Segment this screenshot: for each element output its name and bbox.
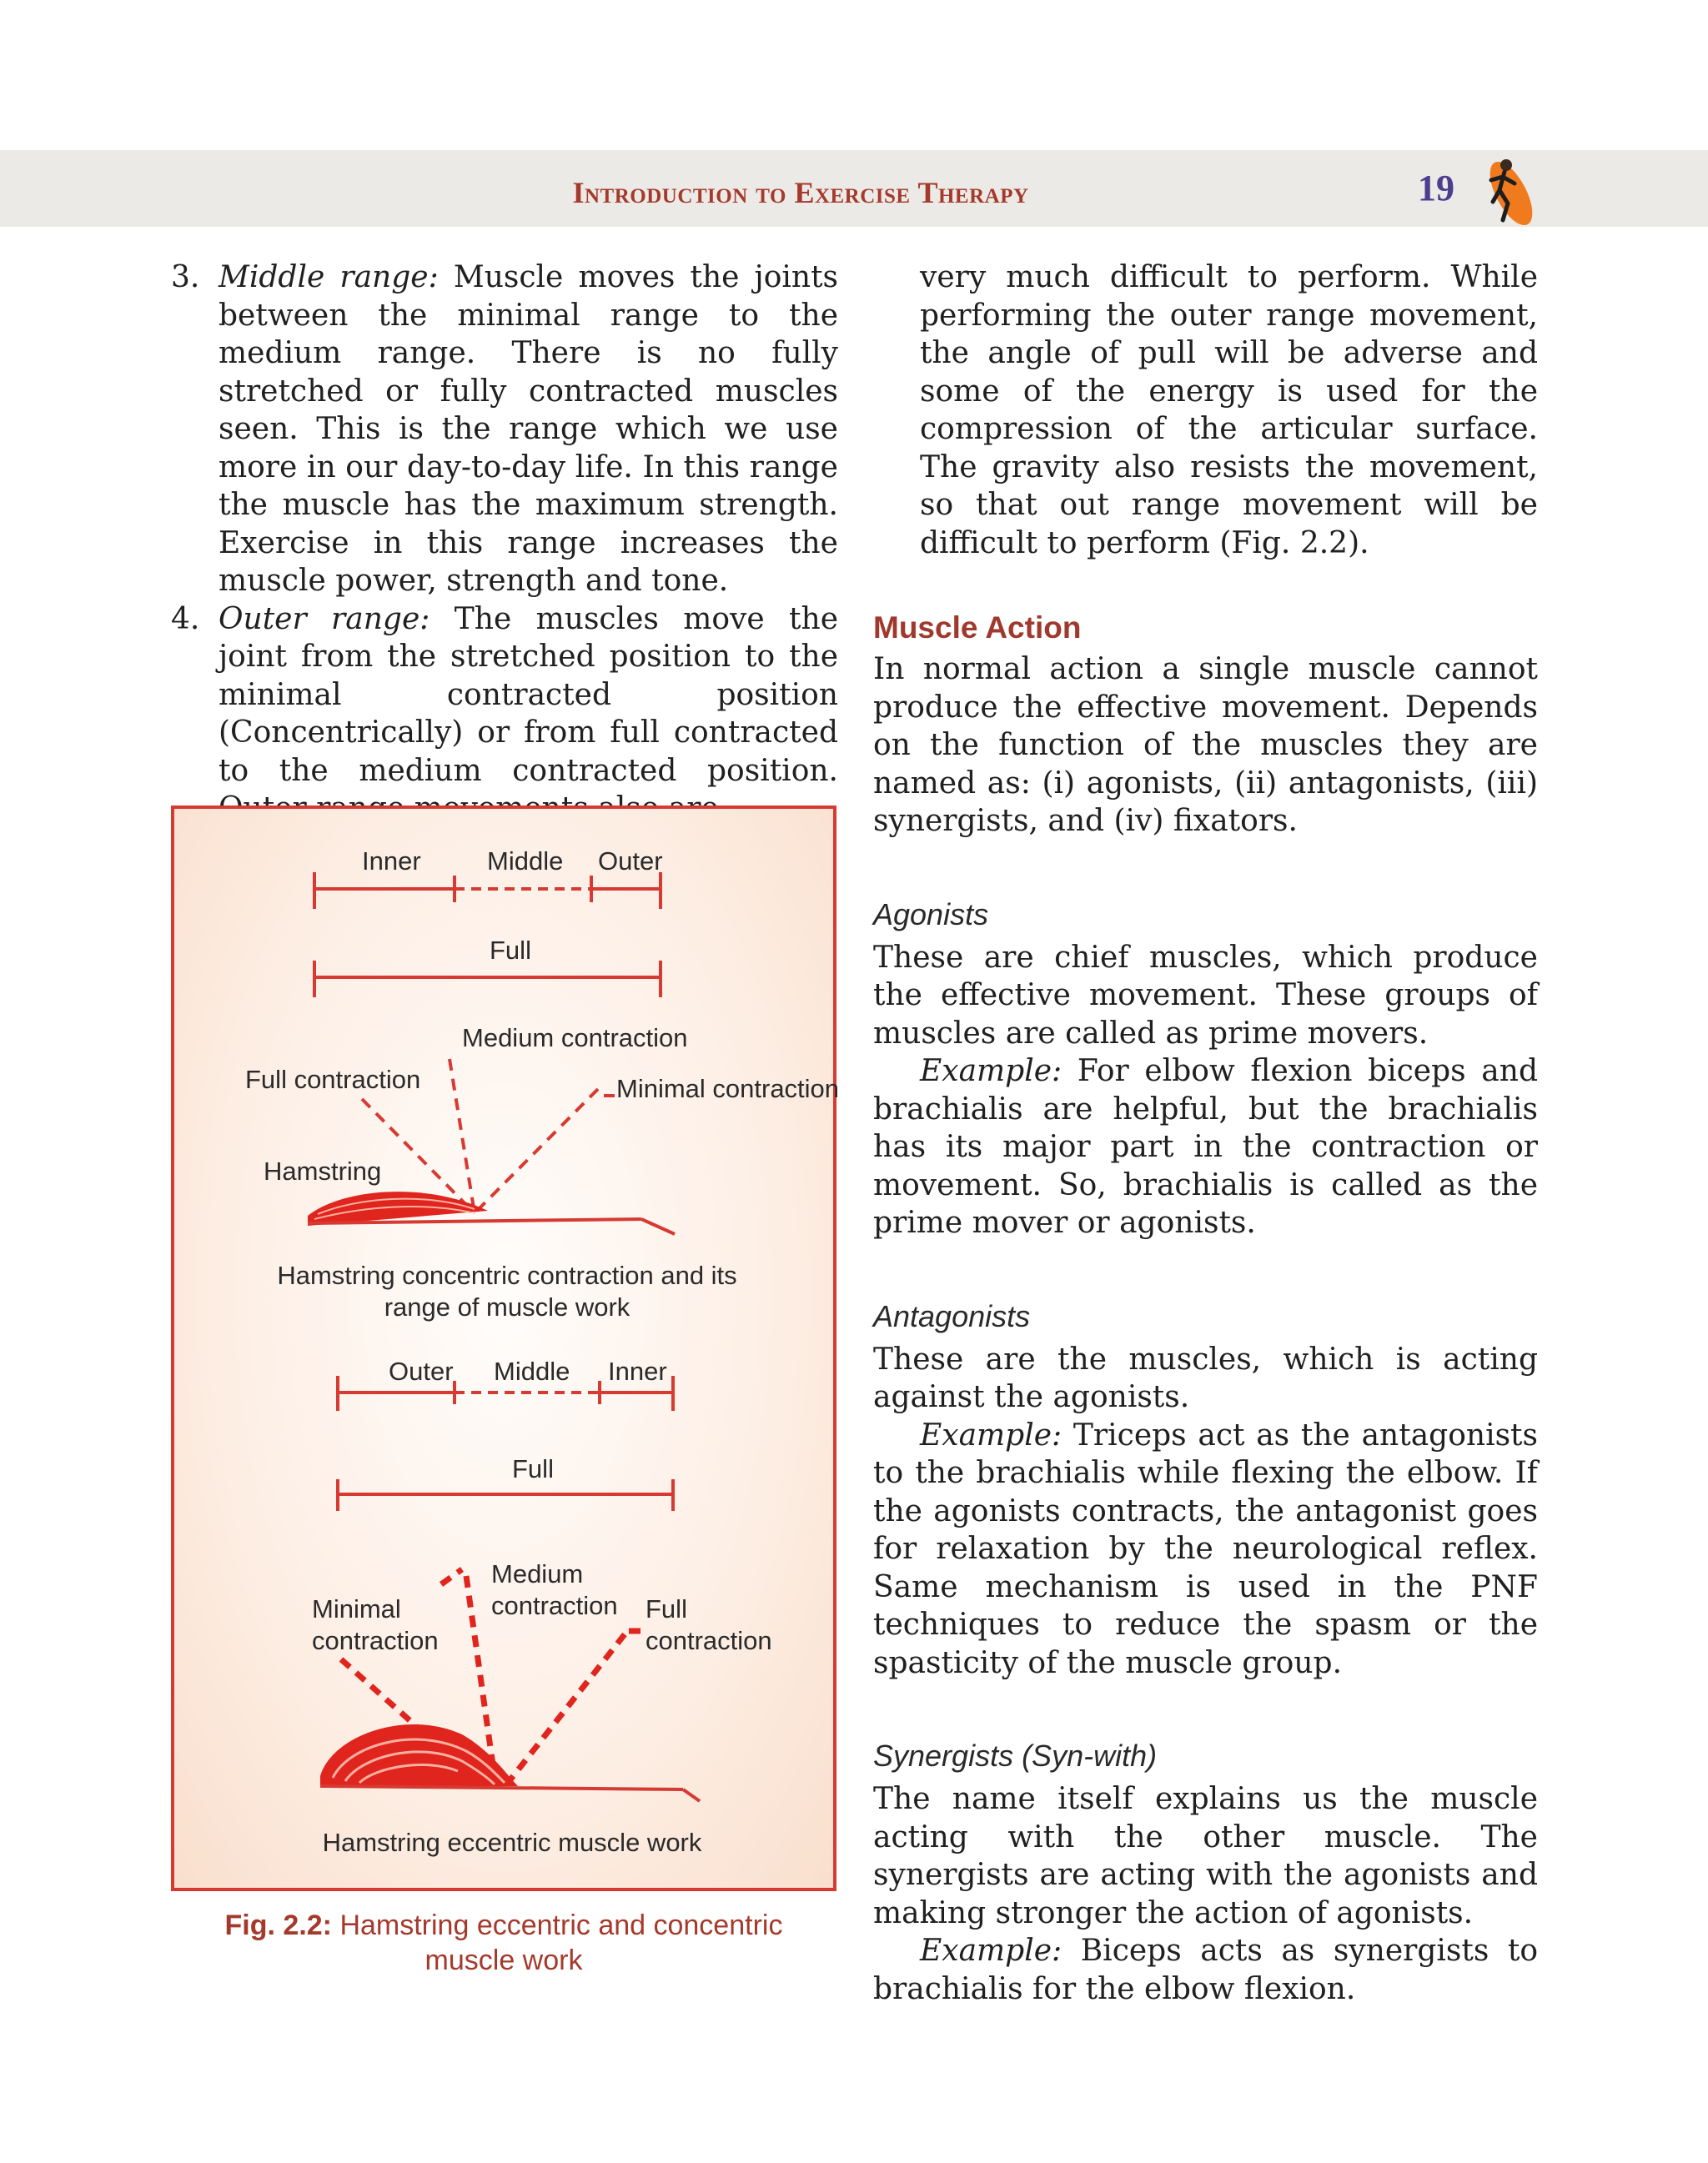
- example-label: Example:: [920, 1418, 1062, 1453]
- running-head: Introduction to Exercise Therapy: [572, 176, 1029, 209]
- label-minimal-contraction: Minimal contraction: [616, 1074, 840, 1103]
- label-inner-bottom: Inner: [608, 1357, 667, 1386]
- label-minimal: Minimal: [312, 1594, 401, 1624]
- left-column: [171, 258, 838, 828]
- term-outer-range: Outer range:: [219, 601, 430, 636]
- list-item-middle-range: [171, 258, 838, 600]
- outer-range-text: The muscles move the joint from the stretched position to the minimal contracted position (Concentrically) or from full contracted to the medium contracted position.: [219, 601, 839, 788]
- bottom-range-bars: [338, 1376, 673, 1511]
- synergists-example: [873, 1932, 1538, 2008]
- label-full-contraction-bottom: contraction: [646, 1626, 772, 1655]
- label-full-contraction: Full contraction: [245, 1065, 421, 1094]
- label-full: Full: [490, 936, 531, 965]
- antagonists-paragraph: These are the muscles, which is acting against the agonists.: [873, 1342, 1538, 1414]
- term-middle-range: Middle range:: [219, 260, 439, 294]
- heading-synergists: Synergists (Syn-with): [873, 1739, 1158, 1773]
- label-outer: Outer: [598, 846, 663, 876]
- synergists-example-text: Biceps acts as synergists to brachialis for the elbow flexion.: [873, 1934, 1538, 2006]
- bottom-diagram-caption: Hamstring eccentric muscle work: [322, 1828, 702, 1857]
- figure-diagram: [174, 809, 840, 1895]
- list-number: 3.: [171, 260, 200, 294]
- label-medium-contraction: Medium contraction: [462, 1023, 688, 1052]
- synergists-paragraph: The name itself explains us the muscle acting with the other muscle. The synergists are acting with the agonists and making stronger the action of agonists.: [873, 1782, 1538, 1930]
- figure-hamstring-ranges: [171, 805, 840, 1891]
- agonists-example: [873, 1052, 1538, 1242]
- label-minimal-contraction-bottom: contraction: [312, 1626, 439, 1655]
- example-label: Example:: [920, 1054, 1062, 1088]
- figure-caption-label: Fig. 2.2:: [224, 1910, 332, 1941]
- label-full-bottom: Full: [512, 1454, 554, 1483]
- heading-muscle-action: Muscle Action: [873, 610, 1082, 645]
- top-diagram-caption-line1: Hamstring concentric contraction and its: [277, 1261, 737, 1290]
- heading-agonists: Agonists: [873, 896, 989, 931]
- bottom-hamstring-muscle: [320, 1724, 700, 1801]
- label-inner: Inner: [362, 846, 421, 876]
- top-range-bars: [314, 872, 661, 997]
- middle-range-text: Muscle moves the joints between the minimal range to the medium range. There is no fully stretched or fully contracted muscles seen. This is the range which we use more in our day-to-day life. In this range the muscle has the maximum strength. Exercise in this range increases the muscle power, strength and tone.: [219, 260, 839, 598]
- antagonists-example: [873, 1417, 1538, 1683]
- label-middle-bottom: Middle: [494, 1357, 570, 1386]
- right-column: [873, 258, 1538, 2008]
- figure-caption-text-1: Hamstring eccentric and concentric: [332, 1910, 783, 1941]
- muscle-action-paragraph: In normal action a single muscle cannot produce the effective movement. Depends on the function of the muscles they are named as: (i) agonists, (ii) antagonists, (iii) synergists, and (iv) fixators.: [873, 652, 1538, 838]
- antagonists-example-text: Triceps act as the antagonists to the brachialis while flexing the elbow. If the agonists contracts, the antagonist goes for relaxation by the neurological reflex. Same mechanism is used in the PNF techniques to reduce the spasm or the spasticity of the muscle group.: [873, 1418, 1538, 1680]
- label-middle: Middle: [487, 846, 564, 876]
- continuation-paragraph: very much difficult to perform. While performing the outer range movement, the angle of pull will be adverse and some of the energy is used for the compression of the articular surface. The gravity also resists the movement, so that out range movement will be difficult to perform (Fig. 2.2).: [920, 260, 1538, 560]
- agonists-paragraph: These are chief muscles, which produce the effective movement. These groups of muscles are called as prime movers.: [873, 940, 1538, 1051]
- top-hamstring-muscle: [308, 1192, 675, 1234]
- label-full-bottom-contraction: Full: [646, 1594, 687, 1624]
- agonists-example-text: For elbow flexion biceps and brachialis are helpful, but the brachialis has its major part in the contraction or movement. So, brachialis is called as the prime mover or agonists.: [873, 1054, 1538, 1240]
- figure-caption-text-2: muscle work: [424, 1945, 583, 1976]
- heading-antagonists: Antagonists: [873, 1298, 1031, 1333]
- example-label: Example:: [920, 1934, 1062, 1968]
- figure-caption: [171, 1908, 836, 1978]
- page-number: 19: [1418, 168, 1454, 208]
- label-hamstring: Hamstring: [264, 1157, 382, 1186]
- list-number: 4.: [171, 601, 200, 636]
- label-outer-bottom: Outer: [389, 1357, 454, 1386]
- label-medium-contraction-bottom: contraction: [491, 1591, 618, 1620]
- label-medium: Medium: [491, 1559, 584, 1588]
- list-item-outer-range: [171, 600, 838, 828]
- runner-logo-icon: [1469, 150, 1543, 230]
- top-diagram-caption-line2: range of muscle work: [384, 1292, 630, 1322]
